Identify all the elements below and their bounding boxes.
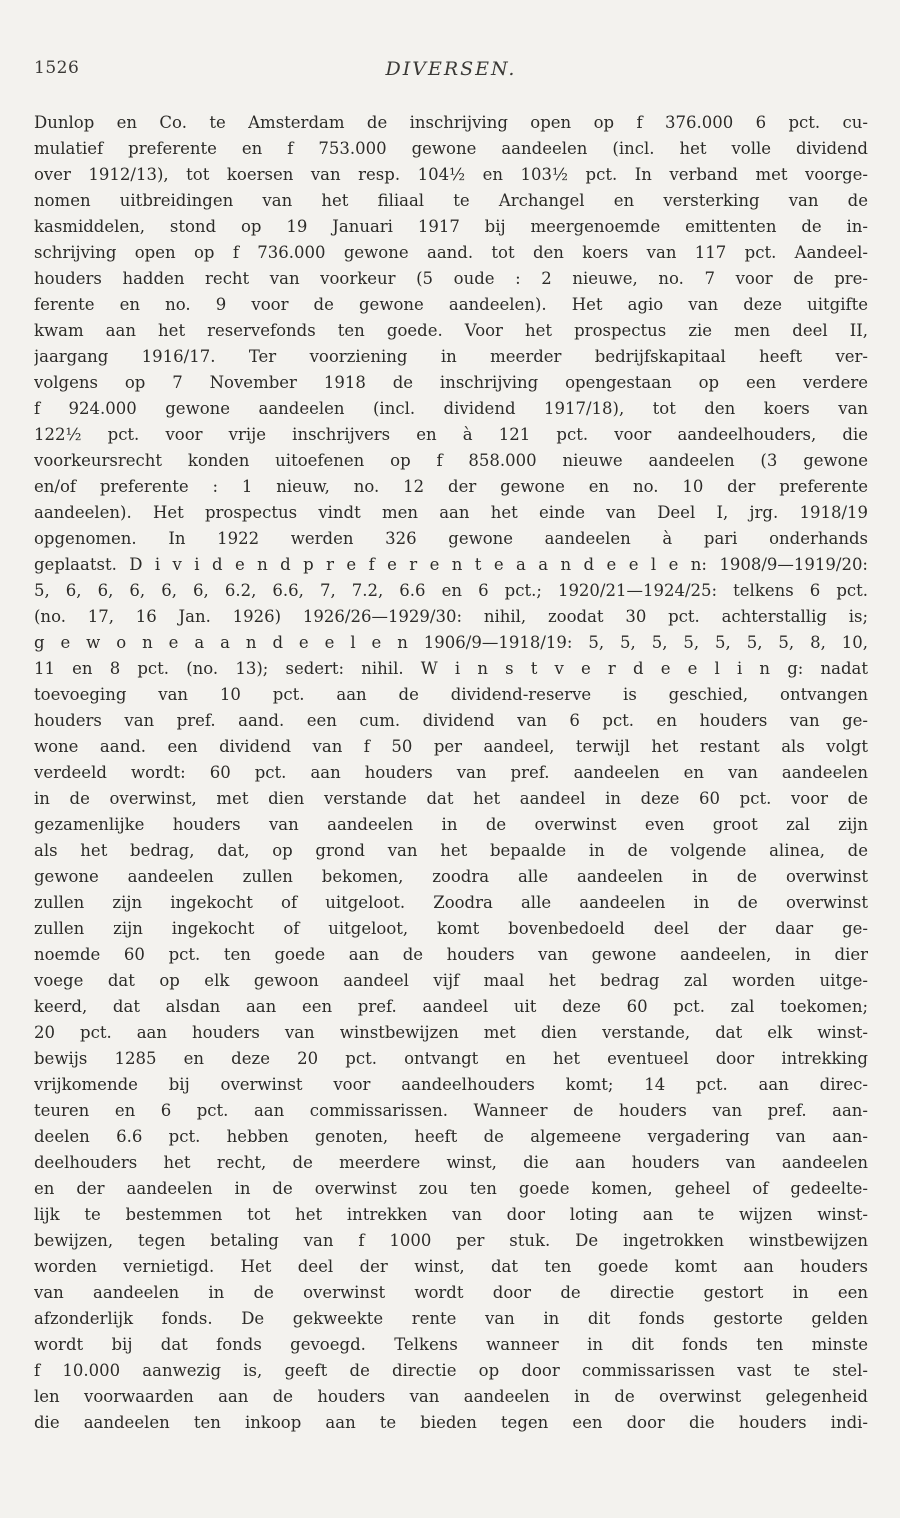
text-line: lijk te bestemmen tot het intrekken van door loting aan te wijzen winst-	[34, 1205, 868, 1224]
text-line: geplaatst. D i v i d e n d p r e f e r e n t e a a n d e e l e n: 1908/9—1919/20:	[34, 555, 868, 574]
text-line: van aandeelen in de overwinst wordt door de directie gestort in een	[34, 1283, 868, 1302]
text-line: voege dat op elk gewoon aandeel vijf maal het bedrag zal worden uitge-	[34, 971, 868, 990]
text-line: (no. 17, 16 Jan. 1926) 1926/26—1929/30: nihil, zoodat 30 pct. achterstallig is;	[34, 607, 868, 626]
text-line: teuren en 6 pct. aan commissarissen. Wanneer de houders van pref. aan-	[34, 1101, 868, 1120]
text-line: volgens op 7 November 1918 de inschrijving opengestaan op een verdere	[34, 373, 868, 392]
text-line: en der aandeelen in de overwinst zou ten goede komen, geheel of gedeelte-	[34, 1179, 868, 1198]
body-text	[34, 110, 868, 1436]
text-line: bewijzen, tegen betaling van f 1000 per stuk. De ingetrokken winstbewijzen	[34, 1231, 868, 1250]
text-line: kasmiddelen, stond op 19 Januari 1917 bij meergenoemde emittenten de in-	[34, 217, 868, 236]
text-line: in de overwinst, met dien verstande dat het aandeel in deze 60 pct. voor de	[34, 789, 868, 808]
text-line: die aandeelen ten inkoop aan te bieden tegen een door die houders indi-	[34, 1413, 868, 1432]
text-line: aandeelen). Het prospectus vindt men aan het einde van Deel I, jrg. 1918/19	[34, 503, 868, 522]
page	[34, 58, 868, 1436]
text-line: Dunlop en Co. te Amsterdam de inschrijving open op f 376.000 6 pct. cu-	[34, 113, 868, 132]
text-line: 11 en 8 pct. (no. 13); sedert: nihil. W i n s t v e r d e e l i n g: nadat	[34, 659, 868, 678]
text-line: 20 pct. aan houders van winstbewijzen met dien verstande, dat elk winst-	[34, 1023, 868, 1042]
text-line: bewijs 1285 en deze 20 pct. ontvangt en het eventueel door intrekking	[34, 1049, 868, 1068]
text-line: als het bedrag, dat, op grond van het bepaalde in de volgende alinea, de	[34, 841, 868, 860]
text-line: opgenomen. In 1922 werden 326 gewone aandeelen à pari onderhands	[34, 529, 868, 548]
text-line: houders van pref. aand. een cum. dividend van 6 pct. en houders van ge-	[34, 711, 868, 730]
text-line: 122½ pct. voor vrije inschrijvers en à 121 pct. voor aandeelhouders, die	[34, 425, 868, 444]
text-line: 5, 6, 6, 6, 6, 6, 6.2, 6.6, 7, 7.2, 6.6 en 6 pct.; 1920/21—1924/25: telkens 6 pct.	[34, 581, 868, 600]
text-line: gewone aandeelen zullen bekomen, zoodra alle aandeelen in de overwinst	[34, 867, 868, 886]
text-line: noemde 60 pct. ten goede aan de houders van gewone aandeelen, in dier	[34, 945, 868, 964]
text-line: over 1912/13), tot koersen van resp. 104½ en 103½ pct. In verband met voorge-	[34, 165, 868, 184]
text-line: gezamenlijke houders van aandeelen in de overwinst even groot zal zijn	[34, 815, 868, 834]
text-line: keerd, dat alsdan aan een pref. aandeel uit deze 60 pct. zal toekomen;	[34, 997, 868, 1016]
text-line: zullen zijn ingekocht of uitgeloot. Zoodra alle aandeelen in de overwinst	[34, 893, 868, 912]
text-line: jaargang 1916/17. Ter voorziening in meerder bedrijfskapitaal heeft ver-	[34, 347, 868, 366]
text-line: f 924.000 gewone aandeelen (incl. dividend 1917/18), tot den koers van	[34, 399, 868, 418]
text-line: toevoeging van 10 pct. aan de dividend-reserve is geschied, ontvangen	[34, 685, 868, 704]
text-line: ferente en no. 9 voor de gewone aandeelen). Het agio van deze uitgifte	[34, 295, 868, 314]
text-line: nomen uitbreidingen van het filiaal te Archangel en versterking van de	[34, 191, 868, 210]
text-line: zullen zijn ingekocht of uitgeloot, komt bovenbedoeld deel der daar ge-	[34, 919, 868, 938]
text-line: deelhouders het recht, de meerdere winst, die aan houders van aandeelen	[34, 1153, 868, 1172]
text-line: houders hadden recht van voorkeur (5 oude : 2 nieuwe, no. 7 voor de pre-	[34, 269, 868, 288]
text-line: voorkeursrecht konden uitoefenen op f 858.000 nieuwe aandeelen (3 gewone	[34, 451, 868, 470]
page-header	[34, 58, 868, 88]
text-line: f 10.000 aanwezig is, geeft de directie op door commissarissen vast te stel-	[34, 1361, 868, 1380]
text-line: en/of preferente : 1 nieuw, no. 12 der gewone en no. 10 der preferente	[34, 477, 868, 496]
page-number: 1526	[34, 58, 80, 78]
text-line: vrijkomende bij overwinst voor aandeelhouders komt; 14 pct. aan direc-	[34, 1075, 868, 1094]
text-line: mulatief preferente en f 753.000 gewone aandeelen (incl. het volle dividend	[34, 139, 868, 158]
text-line: wone aand. een dividend van f 50 per aandeel, terwijl het restant als volgt	[34, 737, 868, 756]
running-title: DIVERSEN.	[385, 58, 517, 80]
text-line: kwam aan het reservefonds ten goede. Voor het prospectus zie men deel II,	[34, 321, 868, 340]
text-line: deelen 6.6 pct. hebben genoten, heeft de algemeene vergadering van aan-	[34, 1127, 868, 1146]
text-line: schrijving open op f 736.000 gewone aand. tot den koers van 117 pct. Aandeel-	[34, 243, 868, 262]
text-line: len voorwaarden aan de houders van aandeelen in de overwinst gelegenheid	[34, 1387, 868, 1406]
text-line: verdeeld wordt: 60 pct. aan houders van pref. aandeelen en van aandeelen	[34, 763, 868, 782]
text-line: g e w o n e a a n d e e l e n 1906/9—1918/19: 5, 5, 5, 5, 5, 5, 5, 8, 10,	[34, 633, 868, 652]
text-line: afzonderlijk fonds. De gekweekte rente van in dit fonds gestorte gelden	[34, 1309, 868, 1328]
text-line: worden vernietigd. Het deel der winst, dat ten goede komt aan houders	[34, 1257, 868, 1276]
text-line: wordt bij dat fonds gevoegd. Telkens wanneer in dit fonds ten minste	[34, 1335, 868, 1354]
